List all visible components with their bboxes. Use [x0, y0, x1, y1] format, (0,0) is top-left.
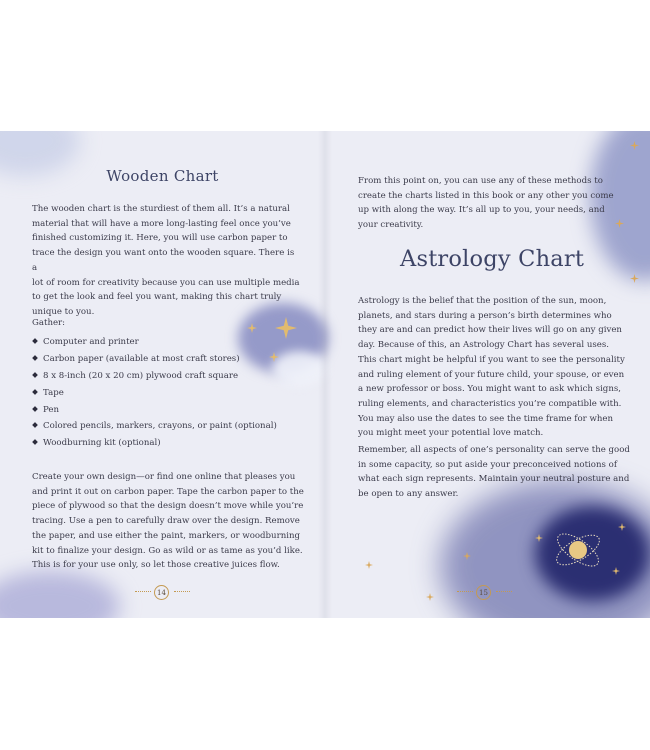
- page-number-right: [455, 584, 515, 600]
- sparkle-star-icon: [612, 567, 620, 575]
- text-line: unique to you.: [32, 306, 95, 317]
- methods-intro: [358, 174, 628, 233]
- planet-orbit-icon: [551, 523, 605, 577]
- text-line: a new professor or boss. You might want to ask which signs,: [358, 384, 621, 395]
- text-line: piece of plywood so that the design doesn’t move while you’re: [32, 501, 304, 512]
- text-line: create the charts listed in this book or any other you come: [358, 190, 614, 201]
- diamond-bullet-icon: [32, 423, 38, 429]
- wooden-chart-intro: [32, 202, 302, 320]
- gather-list: [32, 334, 277, 452]
- text-line: Astrology is the belief that the position of the sun, moon,: [358, 296, 607, 306]
- text-line: ruling elements, and characteristics you’re compatible with.: [358, 398, 622, 409]
- diamond-bullet-icon: [32, 338, 38, 344]
- gather-label: Gather:: [32, 318, 66, 328]
- text-line: you might meet your potential love match.: [358, 428, 544, 439]
- left-page-heading: Wooden Chart: [106, 167, 219, 185]
- sparkle-star-icon: [365, 561, 373, 569]
- folio-dots: [135, 591, 151, 592]
- sparkle-star-icon: [426, 593, 434, 601]
- text-line: day. Because of this, an Astrology Chart has several uses.: [358, 340, 609, 351]
- text-line: tracing. Use a pen to carefully draw over the design. Remove: [32, 516, 300, 527]
- astrology-chart-closing: [358, 443, 633, 502]
- page-number-left: [133, 584, 193, 600]
- text-line: kit to finalize your design. Go as wild or as tame as you’d like.: [32, 545, 303, 556]
- astrology-chart-body: [358, 294, 633, 441]
- book-spread: [0, 131, 650, 618]
- text-line: The wooden chart is the sturdiest of them all. It’s a natural: [32, 204, 290, 214]
- sparkle-star-icon: [269, 352, 279, 362]
- sparkle-star-icon: [630, 274, 639, 283]
- left-page: [0, 131, 325, 618]
- page-number-badge: 14: [154, 585, 169, 600]
- list-item-label: Pen: [43, 404, 60, 415]
- sparkle-star-icon: [247, 323, 257, 333]
- diamond-bullet-icon: [32, 389, 38, 395]
- list-item-label: 8 x 8-inch (20 x 20 cm) plywood craft square: [43, 370, 239, 381]
- text-line: This chart might be helpful if you want to see the personality: [358, 354, 625, 365]
- list-item: [32, 334, 277, 351]
- text-line: lot of room for creativity because you can use multiple media: [32, 277, 300, 288]
- text-line: to get the look and feel you want, making this chart truly: [32, 292, 282, 303]
- text-line: finished customizing it. Here, you will use carbon paper to: [32, 233, 288, 244]
- sparkle-star-icon: [615, 219, 624, 228]
- text-line: and ruling element of your future child, your spouse, or even: [358, 369, 625, 380]
- text-line: and print it out on carbon paper. Tape the carbon paper to the: [32, 486, 304, 497]
- list-item-label: Woodburning kit (optional): [43, 438, 161, 449]
- text-line: up with along the way. It’s all up to you, your needs, and: [358, 205, 605, 216]
- list-item: [32, 435, 277, 452]
- list-item: [32, 368, 277, 385]
- sparkle-star-icon: [275, 317, 297, 339]
- text-line: Create your own design—or find one online that pleases you: [32, 472, 296, 482]
- text-line: the paper, and use either the paint, markers, or woodburning: [32, 530, 301, 541]
- list-item-label: Carbon paper (available at most craft stores): [43, 353, 240, 364]
- text-line: Remember, all aspects of one’s personality can serve the good: [358, 445, 630, 455]
- diamond-bullet-icon: [32, 406, 38, 412]
- list-item: [32, 351, 277, 368]
- sparkle-star-icon: [463, 552, 471, 560]
- list-item-label: Computer and printer: [43, 337, 139, 347]
- text-line: what each sign represents. Maintain your neutral posture and: [358, 474, 630, 485]
- folio-dots: [174, 591, 190, 592]
- text-line: planets, and stars during a person’s birth determines who: [358, 310, 612, 321]
- text-line: This is for your use only, so let those creative juices flow.: [32, 560, 280, 571]
- diamond-bullet-icon: [32, 440, 38, 446]
- list-item: [32, 418, 277, 435]
- text-line: your creativity.: [358, 220, 424, 231]
- sparkle-star-icon: [535, 534, 543, 542]
- text-line: You may also use the dates to see the time frame for when: [358, 413, 614, 424]
- text-line: be open to any answer.: [358, 489, 459, 500]
- right-page: [325, 131, 650, 618]
- diamond-bullet-icon: [32, 372, 38, 378]
- list-item: [32, 385, 277, 402]
- text-line: they are and can predict how their lives will go on any given: [358, 325, 622, 336]
- folio-dots: [496, 591, 512, 592]
- text-line: From this point on, you can use any of these methods to: [358, 176, 603, 186]
- wooden-chart-instructions: [32, 470, 307, 573]
- list-item-label: Colored pencils, markers, crayons, or paint (optional): [43, 421, 277, 432]
- page-number-badge: 15: [476, 585, 491, 600]
- text-line: in some capacity, so put aside your preconceived notions of: [358, 459, 618, 470]
- list-item-label: Tape: [43, 387, 64, 398]
- sparkle-star-icon: [618, 523, 626, 531]
- text-line: trace the design you want onto the wooden square. There is a: [32, 248, 295, 273]
- text-line: material that will have a more long-lasting feel once you’ve: [32, 218, 291, 229]
- list-item: [32, 402, 277, 419]
- diamond-bullet-icon: [32, 355, 38, 361]
- sparkle-star-icon: [630, 141, 639, 150]
- right-page-heading: Astrology Chart: [400, 246, 585, 272]
- folio-dots: [457, 591, 473, 592]
